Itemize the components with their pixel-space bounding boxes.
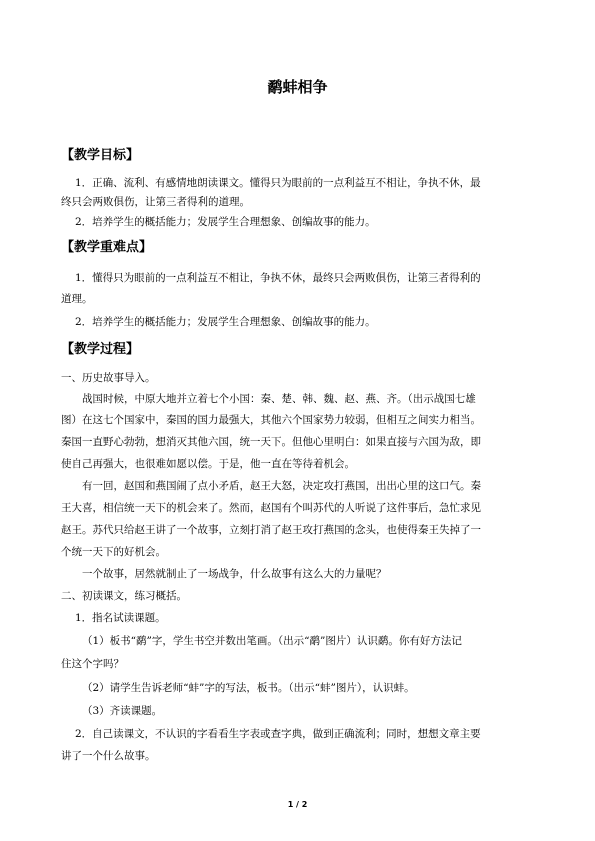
section-heading-process: 【教学过程】 [61,342,140,357]
process-line: 一、历史故事导入。 [61,372,156,384]
process-line: 一个故事，居然就制止了一场战争，什么故事有这么大的力量呢？ [82,568,387,580]
process-line: 图）在这七个国家中，秦国的国力最强大，其他六个国家势力较弱，但相互之间实力相当。 [61,414,481,426]
key-point-line: 2．培养学生的概括能力；发展学生合理想象、创编故事的能力。 [75,316,376,328]
key-point-line: 1．懂得只为眼前的一点利益互不相让，争执不休，最终只会两败俱伤，让第三者得利的 [75,272,481,284]
process-line: 战国时候，中原大地并立着七个小国：秦、楚、韩、魏、赵、燕、齐。（出示战国七雄 [82,393,476,405]
goal-line: 1．正确、流利、有感情地朗读课文。懂得只为眼前的一点利益互不相让，争执不休，最 [75,177,481,189]
process-line: 有一回，赵国和燕国闹了点小矛盾，赵王大怒，决定攻打燕国，出出心里的这口气。秦 [82,480,481,492]
process-line: 个统一天下的好机会。 [61,546,166,558]
process-line: 二、初读课文，练习概括。 [61,590,187,602]
process-line: 赵王。苏代只给赵王讲了一个故事，立刻打消了赵王攻打燕国的念头，也使得秦王失掉了一 [61,524,481,536]
goal-line: 2．培养学生的概括能力；发展学生合理想象、创编故事的能力。 [75,216,376,228]
goal-line: 终只会两败俱伤，让第三者得利的道理。 [61,196,250,208]
process-line: 讲了一个什么故事。 [61,750,156,762]
document-title: 鹬蚌相争 [267,78,328,96]
page-number: 1 / 2 [287,800,308,809]
process-line: （2）请学生告诉老师“蚌”字的写法，板书。（出示“蚌”图片），认识蚌。 [82,682,415,694]
process-line: 使自己再强大，也很难如愿以偿。于是，他一直在等待着机会。 [61,458,355,470]
process-line: 1．指名试读课题。 [75,612,166,624]
process-line: 2．自己读课文，不认识的字看看生字表或查字典，做到正确流利；同时，想想文章主要 [75,728,481,740]
process-line: 住这个字吗？ [61,658,124,670]
process-line: 秦国一直野心勃勃，想消灭其他六国，统一天下。但他心里明白：如果直接与六国为敌，即 [61,436,481,448]
section-heading-key-points: 【教学重难点】 [61,240,153,255]
section-heading-goals: 【教学目标】 [61,148,140,163]
process-line: 王大喜，相信统一天下的机会来了。然而，赵国有个叫苏代的人听说了这件事后，急忙求见 [61,502,481,514]
process-line: （1）板书“鹬”字，学生书空并数出笔画。（出示“鹬”图片）认识鹬。你有好方法记 [82,635,462,647]
key-point-line: 道理。 [61,293,93,305]
process-line: （3）齐读课题。 [82,705,163,717]
